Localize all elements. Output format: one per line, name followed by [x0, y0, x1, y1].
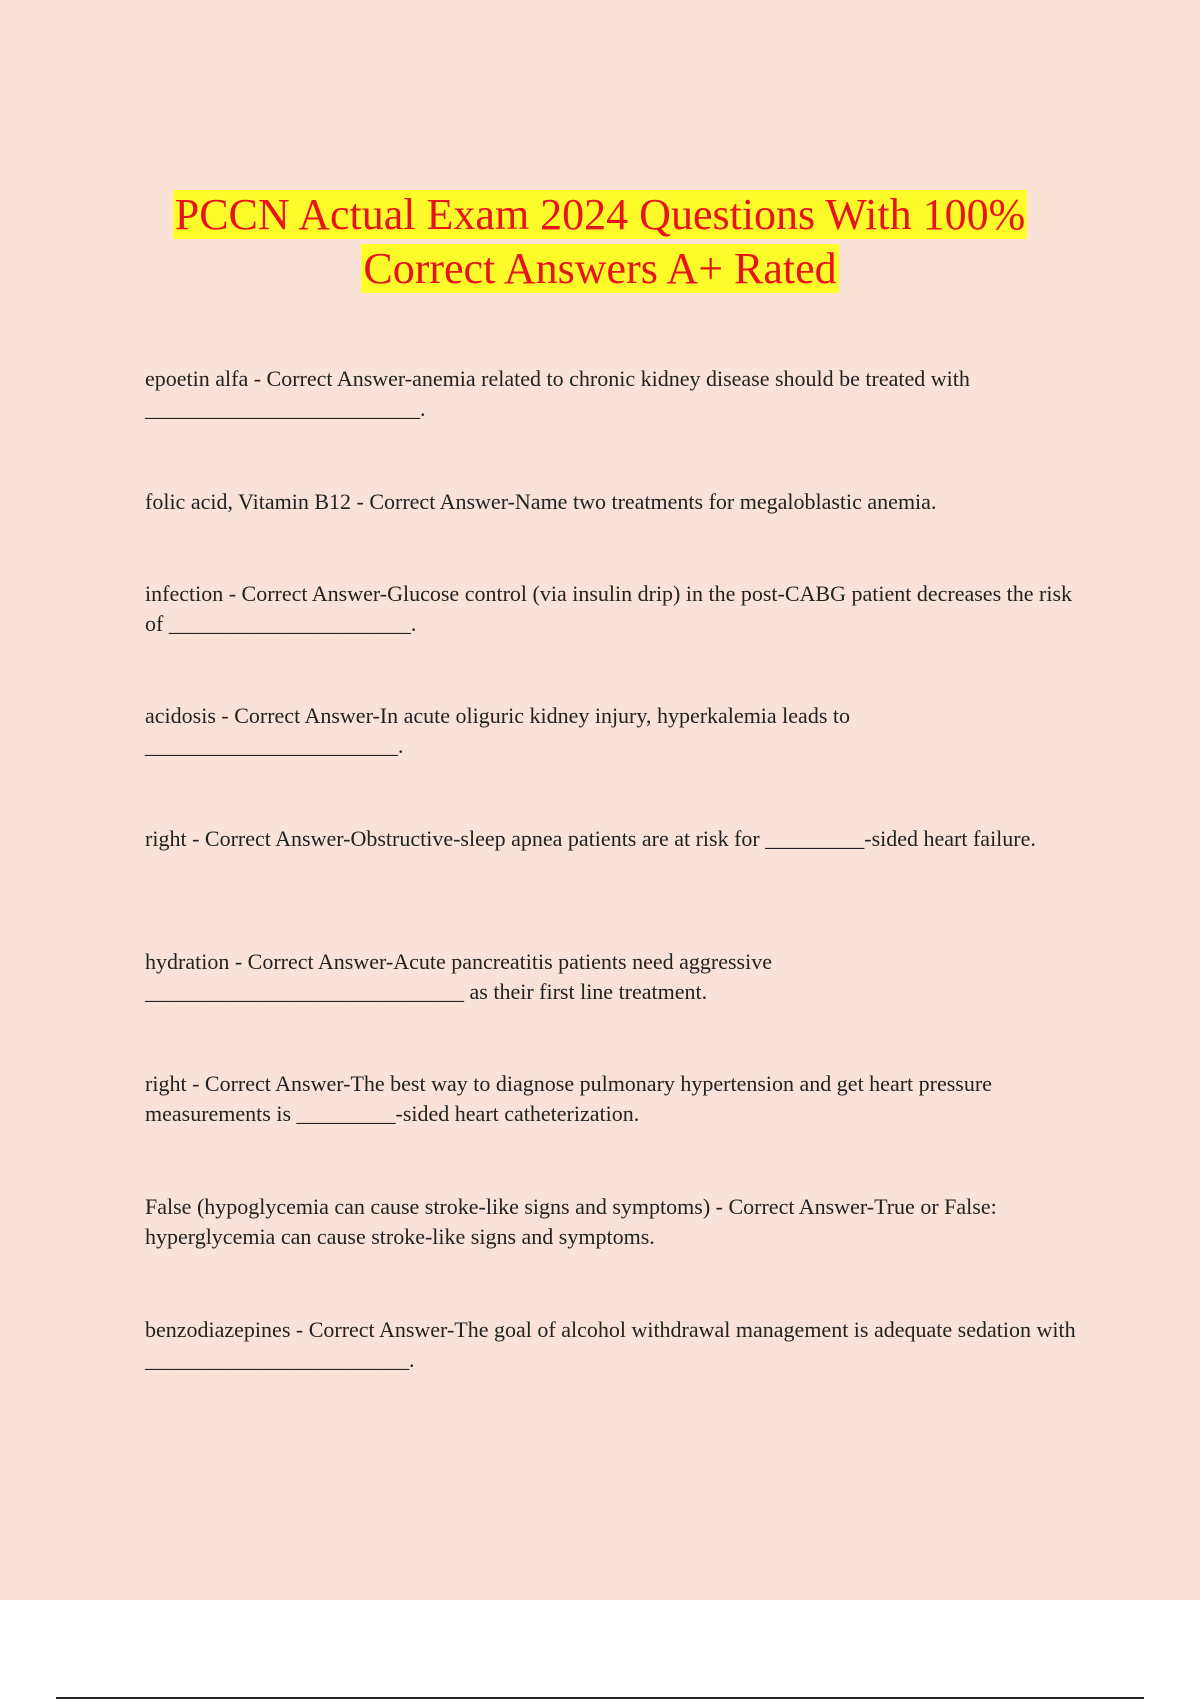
entry-question: The best way to diagnose pulmonary hypertension and get heart pressure measurements is [145, 1071, 992, 1126]
entry-question: In acute oliguric kidney injury, hyperkalemia leads to [379, 703, 850, 728]
entry-blank: _______________________ [145, 733, 398, 758]
entry-separator: - Correct Answer- [229, 949, 394, 974]
entry-separator: - Correct Answer- [186, 1071, 351, 1096]
entry-blank: _________ [765, 826, 865, 851]
entry-blank: _________________________ [145, 396, 420, 421]
entry-question: Name two treatments for megaloblastic anemia. [514, 489, 937, 514]
entry-answer: infection [145, 581, 224, 606]
entry-question-end: . [398, 733, 404, 758]
entry-question: True or False: hyperglycemia can cause stroke-like signs and symptoms. [145, 1194, 997, 1249]
title-line-1: PCCN Actual Exam 2024 Questions With 100% [174, 190, 1026, 239]
entry-separator: - Correct Answer- [290, 1317, 455, 1342]
entry-question: anemia related to chronic kidney disease should be treated with [412, 366, 970, 391]
entry-question-end: -sided heart failure. [864, 826, 1036, 851]
qa-entry [145, 364, 1095, 424]
footer-rule [56, 1697, 1144, 1699]
entry-blank: ______________________ [168, 611, 411, 636]
entry-separator: - Correct Answer- [351, 489, 515, 514]
qa-entry [145, 824, 1095, 854]
qa-entry [145, 1315, 1095, 1375]
qa-entry [145, 487, 1095, 517]
entry-blank: _________ [296, 1101, 396, 1126]
qa-entry [145, 947, 1095, 1007]
qa-entry [145, 701, 1095, 761]
entry-answer: right [145, 1071, 187, 1096]
qa-entry [145, 1192, 1095, 1252]
entry-question: Glucose control (via insulin drip) in the post-CABG patient decreases the risk of [145, 581, 1073, 636]
entry-question: The goal of alcohol withdrawal management is adequate sedation with [454, 1317, 1076, 1342]
entry-question-end: . [409, 1347, 415, 1372]
qa-entry [145, 1069, 1095, 1129]
entry-separator: - Correct Answer- [215, 703, 380, 728]
entry-answer: hydration [145, 949, 230, 974]
entry-blank: _____________________________ [145, 979, 464, 1004]
entry-answer: acidosis [145, 703, 216, 728]
entry-separator: - Correct Answer- [223, 581, 388, 606]
qa-entry [145, 579, 1095, 639]
title-line-2: Correct Answers A+ Rated [363, 244, 837, 293]
entry-question-end: as their first line treatment. [464, 979, 708, 1004]
entry-question-end: . [420, 396, 426, 421]
entry-answer: benzodiazepines [145, 1317, 291, 1342]
entry-separator: - Correct Answer- [710, 1194, 875, 1219]
entry-question: Obstructive-sleep apnea patients are at risk for [350, 826, 766, 851]
entry-question-end: . [410, 611, 417, 636]
entry-question: Acute pancreatitis patients need aggressive [393, 949, 772, 974]
entry-separator: - Correct Answer- [186, 826, 351, 851]
entry-separator: - Correct Answer- [248, 366, 413, 391]
entry-blank: ________________________ [145, 1347, 409, 1372]
entry-answer: folic acid, Vitamin B12 [145, 489, 352, 514]
document-title [0, 188, 1200, 296]
entry-question-end: -sided heart catheterization. [395, 1101, 640, 1126]
entry-answer: epoetin alfa [145, 366, 249, 391]
entry-answer: False (hypoglycemia can cause stroke-like signs and symptoms) [145, 1194, 711, 1219]
entry-answer: right [145, 826, 187, 851]
